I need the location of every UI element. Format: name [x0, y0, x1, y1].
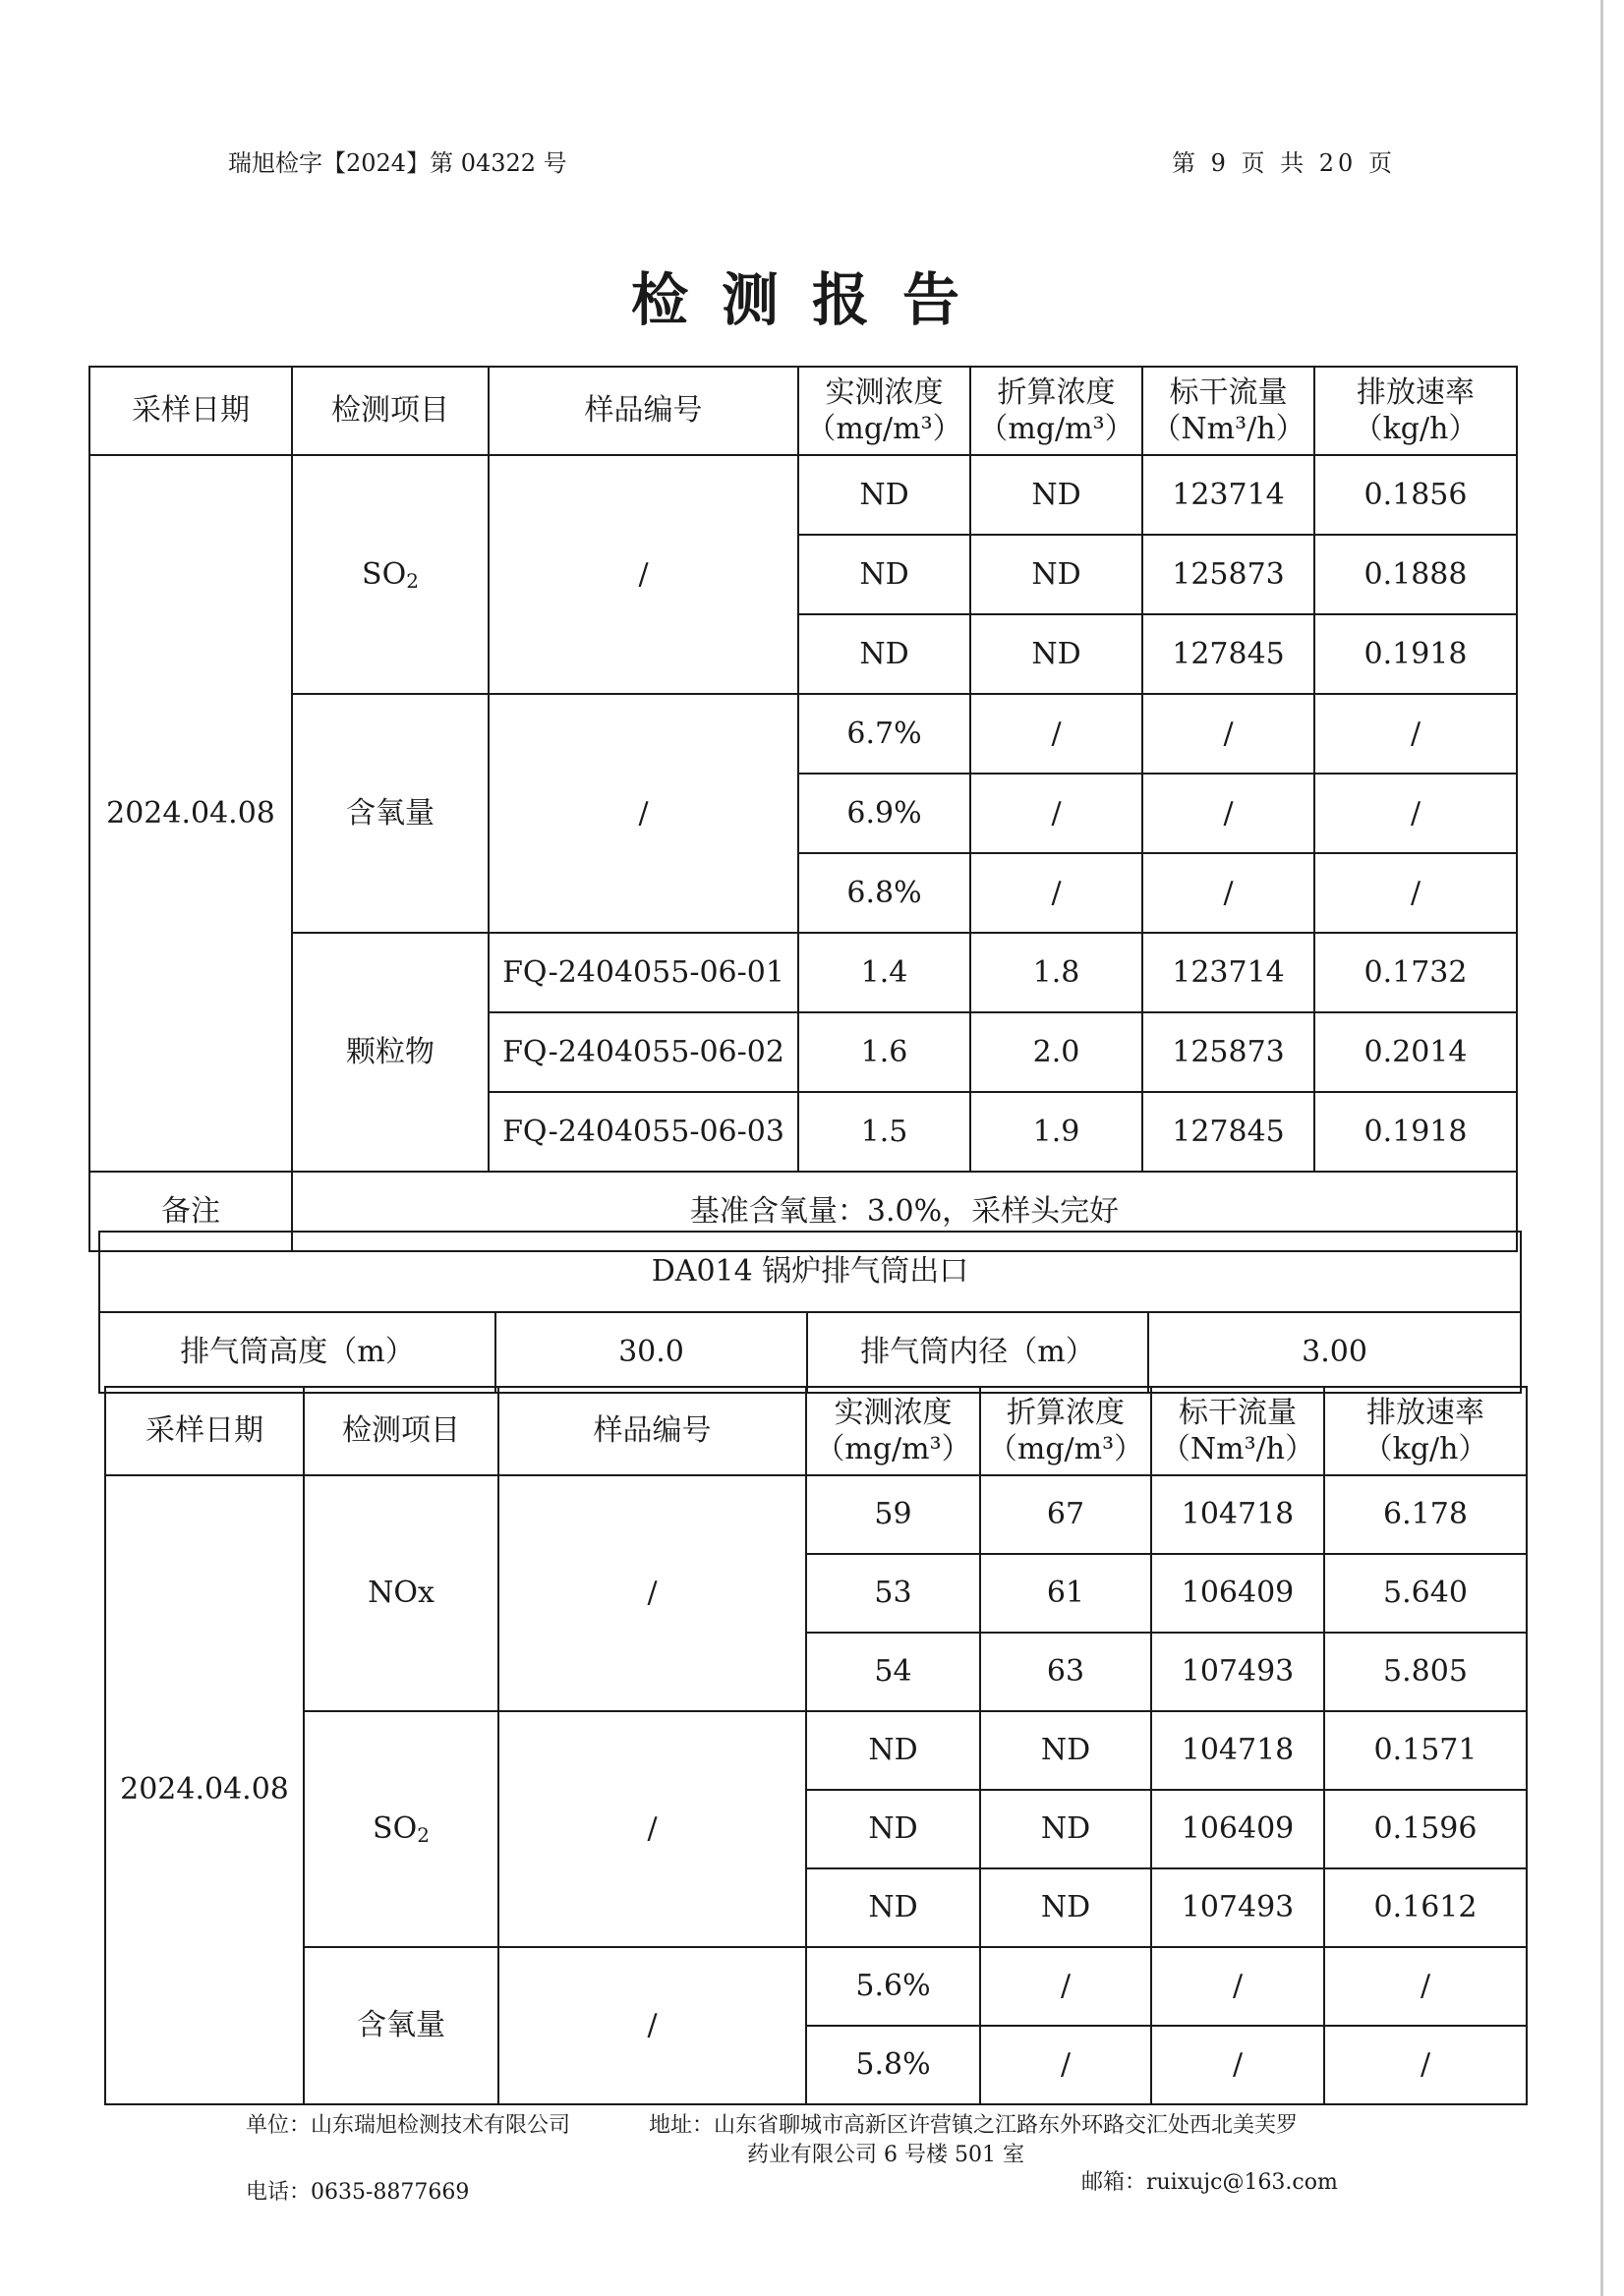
measured-value: ND: [798, 455, 970, 535]
flow-value: /: [1142, 853, 1314, 933]
sample-no: /: [498, 1475, 806, 1711]
item-oxygen: 含氧量: [304, 1947, 498, 2104]
rate-value: 0.2014: [1314, 1012, 1517, 1092]
col-sample-header: 样品编号: [498, 1387, 806, 1475]
rate-value: 0.1918: [1314, 1092, 1517, 1172]
table-row: [105, 1475, 1527, 1554]
converted-value: ND: [980, 1711, 1151, 1790]
flow-value: /: [1151, 1947, 1324, 2026]
measured-value: ND: [798, 614, 970, 694]
flow-value: 123714: [1142, 455, 1314, 535]
footer-address-line1: 地址：山东省聊城市高新区许营镇之江路东外环路交汇处西北美芙罗: [649, 2113, 1299, 2138]
measured-value: 1.6: [798, 1012, 970, 1092]
remark-label: 备注: [89, 1172, 292, 1251]
sample-no: /: [498, 1947, 806, 2104]
measured-value: 1.5: [798, 1092, 970, 1172]
sample-no: FQ-2404055-06-01: [489, 933, 798, 1012]
col-rate-header: 排放速率 （kg/h）: [1314, 367, 1517, 455]
converted-value: /: [980, 2026, 1151, 2104]
col-item-header: 检测项目: [292, 367, 489, 455]
converted-value: /: [970, 694, 1142, 774]
col-flow-header: 标干流量 （Nm³/h）: [1142, 367, 1314, 455]
converted-value: ND: [970, 455, 1142, 535]
rate-value: /: [1314, 694, 1517, 774]
flow-value: 125873: [1142, 535, 1314, 614]
converted-value: ND: [980, 1868, 1151, 1947]
measured-value: ND: [806, 1790, 980, 1868]
results-table-2: [104, 1386, 1528, 2105]
page-title: 检测报告: [630, 266, 993, 333]
rate-value: /: [1314, 853, 1517, 933]
flow-value: 104718: [1151, 1711, 1324, 1790]
flow-value: 104718: [1151, 1475, 1324, 1554]
rate-value: 0.1888: [1314, 535, 1517, 614]
stack-height-label: 排气筒高度（m）: [99, 1312, 495, 1393]
location-row: [99, 1232, 1521, 1312]
converted-value: /: [980, 1947, 1151, 2026]
table-row: [105, 1947, 1527, 2026]
flow-value: /: [1142, 774, 1314, 853]
flow-value: 123714: [1142, 933, 1314, 1012]
flow-value: 127845: [1142, 614, 1314, 694]
rate-value: 6.178: [1324, 1475, 1527, 1554]
flow-value: 107493: [1151, 1868, 1324, 1947]
flow-value: /: [1151, 2026, 1324, 2104]
measured-value: 54: [806, 1633, 980, 1711]
flow-value: 125873: [1142, 1012, 1314, 1092]
measured-value: 5.8%: [806, 2026, 980, 2104]
col-date-header: 采样日期: [89, 367, 292, 455]
sample-no: /: [489, 455, 798, 694]
sample-no: FQ-2404055-06-03: [489, 1092, 798, 1172]
rate-value: 0.1732: [1314, 933, 1517, 1012]
measured-value: 59: [806, 1475, 980, 1554]
flow-value: 127845: [1142, 1092, 1314, 1172]
measured-value: ND: [806, 1711, 980, 1790]
col-converted-header: 折算浓度 （mg/m³）: [980, 1387, 1151, 1475]
sample-no: /: [498, 1711, 806, 1947]
rate-value: 0.1856: [1314, 455, 1517, 535]
footer-unit: 单位：山东瑞旭检测技术有限公司: [246, 2113, 571, 2138]
converted-value: 63: [980, 1633, 1151, 1711]
converted-value: /: [970, 774, 1142, 853]
stack-diameter-value: 3.00: [1148, 1312, 1521, 1393]
location-title: DA014 锅炉排气筒出口: [99, 1232, 1521, 1312]
item-so2: $SO_2$: [292, 455, 489, 694]
converted-value: 1.9: [970, 1092, 1142, 1172]
converted-value: 61: [980, 1554, 1151, 1633]
rate-value: 0.1612: [1324, 1868, 1527, 1947]
flow-value: 106409: [1151, 1790, 1324, 1868]
col-rate-header: 排放速率 （kg/h）: [1324, 1387, 1527, 1475]
col-measured-header: 实测浓度 （mg/m³）: [798, 367, 970, 455]
converted-value: 1.8: [970, 933, 1142, 1012]
measured-value: 6.9%: [798, 774, 970, 853]
converted-value: ND: [970, 614, 1142, 694]
rate-value: /: [1314, 774, 1517, 853]
stack-diameter-label: 排气筒内径（m）: [807, 1312, 1148, 1393]
remark-text: 基准含氧量：3.0%，采样头完好: [292, 1172, 1517, 1251]
rate-value: 5.640: [1324, 1554, 1527, 1633]
rate-value: 5.805: [1324, 1633, 1527, 1711]
col-converted-header: 折算浓度 （mg/m³）: [970, 367, 1142, 455]
report-number: 瑞旭检字【2024】第 04322 号: [228, 149, 567, 177]
col-date-header: 采样日期: [105, 1387, 304, 1475]
footer-address-line2: 药业有限公司 6 号楼 501 室: [747, 2143, 1024, 2167]
measured-value: 6.8%: [798, 853, 970, 933]
table-row: [89, 694, 1517, 774]
stack-height-value: 30.0: [495, 1312, 807, 1393]
converted-value: 67: [980, 1475, 1151, 1554]
flow-value: 106409: [1151, 1554, 1324, 1633]
measured-value: ND: [806, 1868, 980, 1947]
item-nox: NOx: [304, 1475, 498, 1711]
stack-params-row: [99, 1312, 1521, 1393]
footer-email: 邮箱：ruixujc@163.com: [1081, 2170, 1338, 2195]
measured-value: ND: [798, 535, 970, 614]
item-oxygen: 含氧量: [292, 694, 489, 933]
item-so2: $SO_2$: [304, 1711, 498, 1947]
sampling-date: 2024.04.08: [89, 455, 292, 1172]
rate-value: 0.1918: [1314, 614, 1517, 694]
stack-info-table: [98, 1231, 1522, 1394]
footer-phone: 电话：0635-8877669: [246, 2180, 470, 2205]
page-info: 第 9 页 共 20 页: [1172, 149, 1396, 177]
item-particulate: 颗粒物: [292, 933, 489, 1172]
page-edge-shadow: [1600, 0, 1603, 2296]
col-sample-header: 样品编号: [489, 367, 798, 455]
sample-no: FQ-2404055-06-02: [489, 1012, 798, 1092]
col-measured-header: 实测浓度 （mg/m³）: [806, 1387, 980, 1475]
col-flow-header: 标干流量 （Nm³/h）: [1151, 1387, 1324, 1475]
rate-value: 0.1571: [1324, 1711, 1527, 1790]
col-item-header: 检测项目: [304, 1387, 498, 1475]
rate-value: /: [1324, 1947, 1527, 2026]
converted-value: ND: [980, 1790, 1151, 1868]
table-row: [89, 455, 1517, 535]
flow-value: /: [1142, 694, 1314, 774]
converted-value: ND: [970, 535, 1142, 614]
sample-no: /: [489, 694, 798, 933]
measured-value: 1.4: [798, 933, 970, 1012]
converted-value: /: [970, 853, 1142, 933]
rate-value: /: [1324, 2026, 1527, 2104]
measured-value: 6.7%: [798, 694, 970, 774]
table-row: [105, 1711, 1527, 1790]
converted-value: 2.0: [970, 1012, 1142, 1092]
table-header-row: [105, 1387, 1527, 1475]
measured-value: 5.6%: [806, 1947, 980, 2026]
results-table-1: [88, 366, 1518, 1252]
measured-value: 53: [806, 1554, 980, 1633]
table-row: [89, 933, 1517, 1012]
rate-value: 0.1596: [1324, 1790, 1527, 1868]
table-header-row: [89, 367, 1517, 455]
sampling-date: 2024.04.08: [105, 1475, 304, 2104]
flow-value: 107493: [1151, 1633, 1324, 1711]
